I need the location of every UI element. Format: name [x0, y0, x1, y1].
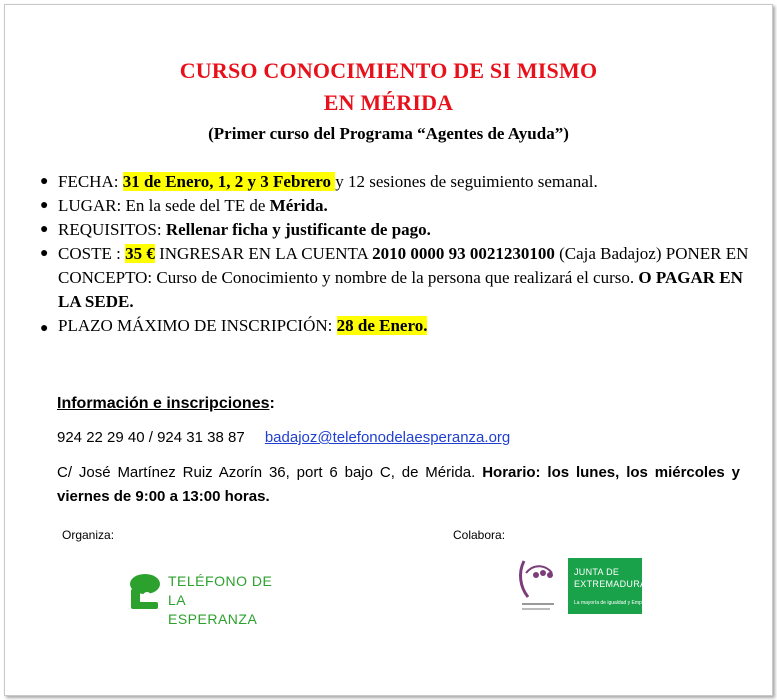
plazo-label: PLAZO MÁXIMO DE INSCRIPCIÓN:	[58, 316, 337, 335]
info-heading-text: Información e inscripciones	[57, 395, 270, 412]
lugar-label: LUGAR: En la sede del TE de	[58, 196, 270, 215]
lugar-city: Mérida.	[269, 196, 328, 215]
copac-logo	[512, 553, 562, 615]
junta-logo-line-2: EXTREMADURA	[574, 579, 647, 589]
coste-price: 35 €	[125, 244, 155, 263]
list-item-fecha	[40, 170, 750, 194]
telefono-logo-line-2: LA ESPERANZA	[168, 592, 258, 627]
schedule-text: Horario: los lunes, los miércoles y viernes de 9:00 a 13:00 horas.	[57, 464, 740, 505]
requisitos-text: Rellenar ficha y justificante de pago.	[165, 220, 431, 239]
info-heading	[57, 395, 275, 413]
telefono-esperanza-logo	[128, 570, 278, 627]
fecha-dates: 31 de Enero, 1, 2 y 3 Febrero	[122, 172, 336, 191]
contact-line	[57, 429, 510, 446]
phone-numbers: 924 22 29 40 / 924 31 38 87	[57, 429, 245, 446]
requisitos-label: REQUISITOS:	[58, 220, 166, 239]
junta-logo-line-1: JUNTA DE	[574, 567, 620, 577]
telefono-logo-text	[168, 572, 278, 629]
list-item-coste	[40, 242, 750, 314]
copac-emblem-icon	[512, 553, 562, 615]
title-line-2: EN MÉRIDA	[323, 90, 454, 115]
coste-text-1: INGRESAR EN LA CUENTA	[154, 244, 373, 263]
coste-text-2: (Caja Badajoz) PONER EN CONCEPTO: Curso de Conocimiento y nombre de la persona que realizará el curso.	[58, 244, 749, 287]
info-heading-colon: :	[269, 395, 275, 412]
bullet-icon: ●	[40, 246, 49, 261]
list-item-lugar	[40, 194, 750, 218]
junta-logo-tagline: La mayoría de igualdad y Empleo	[574, 600, 649, 606]
fecha-label: FECHA:	[58, 172, 123, 191]
address-text: C/ José Martínez Ruiz Azorín 36, port 6 bajo C, de Mérida.	[57, 464, 483, 481]
junta-extremadura-logo	[568, 558, 649, 614]
organiza-label: Organiza:	[62, 528, 115, 542]
coste-pay-at-office: O PAGAR EN LA SEDE.	[58, 268, 743, 311]
junta-logo-text	[574, 566, 646, 590]
telefono-logo-line-1: TELÉFONO DE	[168, 573, 273, 589]
bullet-icon: ●	[40, 198, 49, 213]
title-line-1: CURSO CONOCIMIENTO DE SI MISMO	[179, 58, 598, 83]
list-item-requisitos	[40, 218, 750, 242]
bank-account: 2010 0000 93 0021230100	[372, 244, 555, 263]
list-item-plazo	[40, 314, 750, 338]
email-link[interactable]: badajoz@telefonodelaesperanza.org	[264, 429, 511, 446]
colabora-label: Colabora:	[453, 528, 506, 542]
address-block	[57, 461, 740, 509]
fecha-rest: y 12 sesiones de seguimiento semanal.	[335, 172, 598, 191]
telephone-tree-icon	[128, 572, 162, 610]
details-list	[40, 170, 750, 338]
bullet-icon: ●	[40, 174, 49, 189]
subtitle: (Primer curso del Programa “Agentes de Ayuda”)	[208, 124, 569, 143]
bullet-icon: ●	[40, 222, 49, 237]
bullet-icon: ●	[40, 321, 49, 336]
coste-label: COSTE :	[58, 244, 126, 263]
plazo-date: 28 de Enero.	[336, 316, 428, 335]
